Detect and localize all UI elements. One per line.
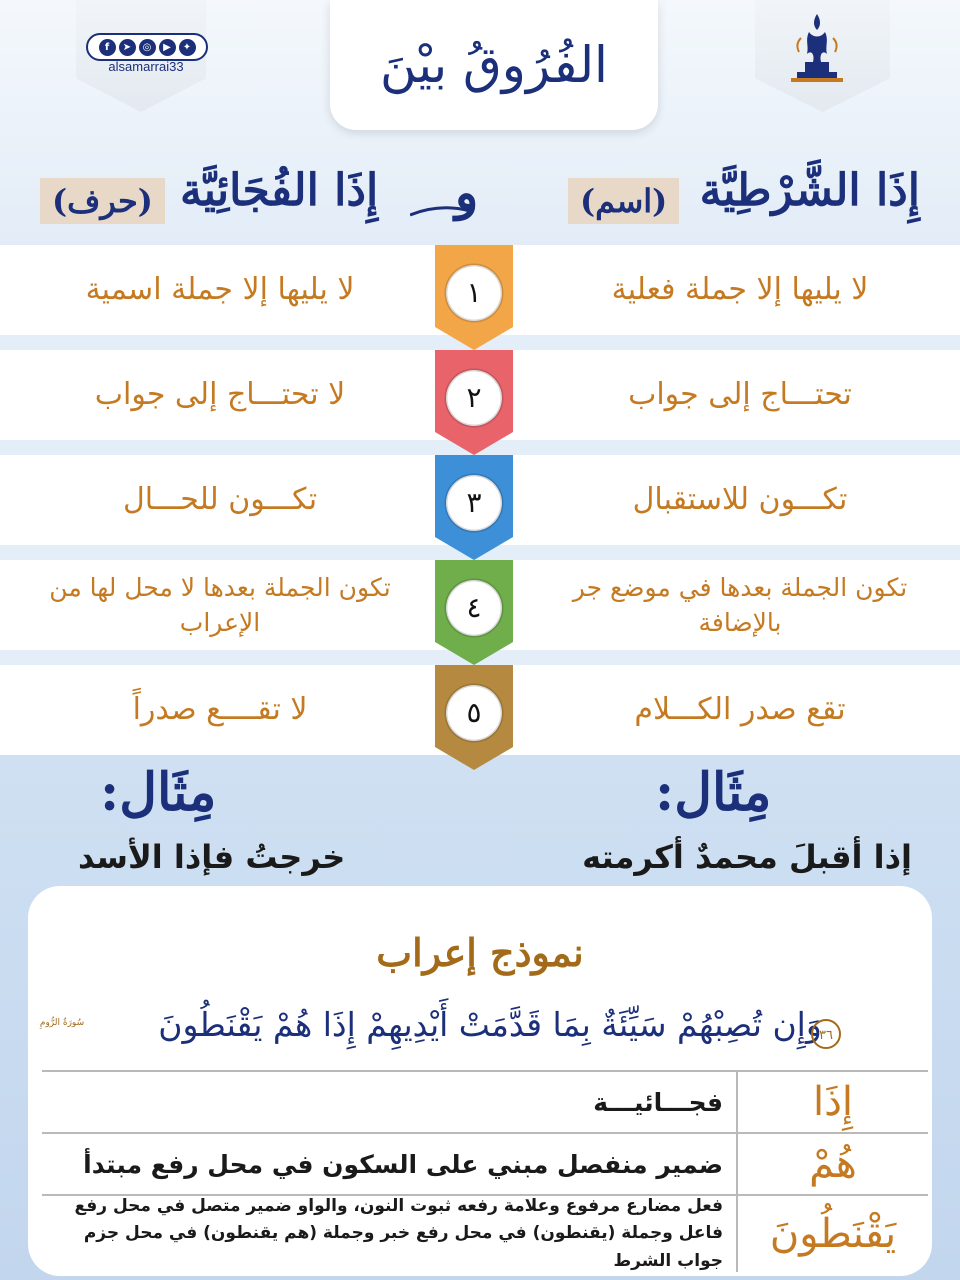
parsing-description: فعل مضارع مرفوع وعلامة رفعه ثبوت النون، والواو ضمير متصل في محل رفع فاعل وجملة (يقنطون) في محل رفع خبر وجملة (هم يقنطون) في محل جزم جواب الشرط	[74, 1196, 723, 1271]
social-handle[interactable]: alsamarrai33	[108, 59, 184, 74]
row-number: ١	[466, 276, 482, 309]
conditional-point: تكون الجملة بعدها في موضع جر بالإضافة	[572, 573, 908, 637]
minaret-logo-icon	[787, 10, 847, 88]
conditional-idha-heading: إِذَا الشَّرْطِيَّة	[699, 165, 920, 216]
quran-verse: وَإِن تُصِبْهُمْ سَيِّئَةٌ بِمَا قَدَّمَتْ أَيْدِيهِمْ إِذَا هُمْ يَقْنَطُونَ	[158, 1005, 822, 1044]
youtube-icon[interactable]: ▶	[159, 39, 176, 56]
verse-number-icon	[810, 1018, 842, 1050]
row-number: ٤	[466, 591, 482, 624]
number-badge	[435, 560, 513, 665]
parsing-title: نموذج إعراب	[376, 930, 584, 975]
example-label: مِثَال:	[655, 762, 772, 823]
surprise-idha-heading: إِذَا الفُجَائِيَّة	[180, 165, 379, 216]
number-badge	[435, 665, 513, 770]
surprise-point: تكـــون للحـــال	[122, 482, 318, 517]
table-row	[42, 1072, 928, 1134]
instagram-icon[interactable]: ◎	[139, 39, 156, 56]
surprise-point: لا تحتـــاج إلى جواب	[94, 377, 346, 412]
parsing-description: ضمير منفصل مبني على السكون في محل رفع مبتدأ	[83, 1149, 723, 1179]
surprise-example: خرجتُ فإذا الأسد	[78, 838, 346, 876]
parsed-word: هُمْ	[736, 1134, 928, 1194]
surah-reference: سُورَةُ الرُّومِ	[39, 1018, 85, 1028]
page-title: الفُرُوقُ بيْنَ	[380, 36, 608, 94]
conditional-point: تحتـــاج إلى جواب	[628, 377, 852, 412]
conditional-point: تكـــون للاستقبال	[632, 482, 848, 517]
table-row	[42, 1196, 928, 1272]
verse-number: ٣٦	[819, 1028, 833, 1043]
particle-tag: (حرف)	[40, 178, 165, 224]
conditional-example: إذا أقبلَ محمدٌ أكرمته	[582, 838, 912, 876]
title-card	[330, 0, 658, 130]
row-number: ٢	[466, 381, 482, 414]
parsed-word: إِذَا	[736, 1072, 928, 1132]
twitter-icon[interactable]: ✦	[179, 39, 196, 56]
row-number: ٣	[466, 486, 482, 519]
parsing-table	[42, 1070, 928, 1271]
noun-tag: (اسم)	[568, 178, 679, 224]
swash-decoration	[410, 205, 470, 217]
conjunction: و	[455, 165, 479, 221]
telegram-icon[interactable]: ➤	[119, 39, 136, 56]
table-row	[42, 1134, 928, 1196]
row-number: ٥	[466, 696, 482, 729]
facebook-icon[interactable]: f	[99, 39, 116, 56]
number-badge	[435, 350, 513, 455]
number-badge	[435, 245, 513, 350]
surprise-point: لا تقــــع صدراً	[132, 692, 308, 727]
surprise-point: تكون الجملة بعدها لا محل لها من الإعراب	[49, 573, 391, 637]
social-links[interactable]	[86, 33, 208, 61]
example-label: مِثَال:	[100, 762, 217, 823]
parsing-description: فجـــائيـــة	[593, 1087, 723, 1117]
conditional-point: تقع صدر الكـــلام	[634, 692, 846, 727]
number-badge	[435, 455, 513, 560]
conditional-point: لا يليها إلا جملة فعلية	[611, 272, 869, 307]
surprise-point: لا يليها إلا جملة اسمية	[85, 272, 355, 307]
parsed-word: يَقْنَطُونَ	[736, 1196, 928, 1272]
